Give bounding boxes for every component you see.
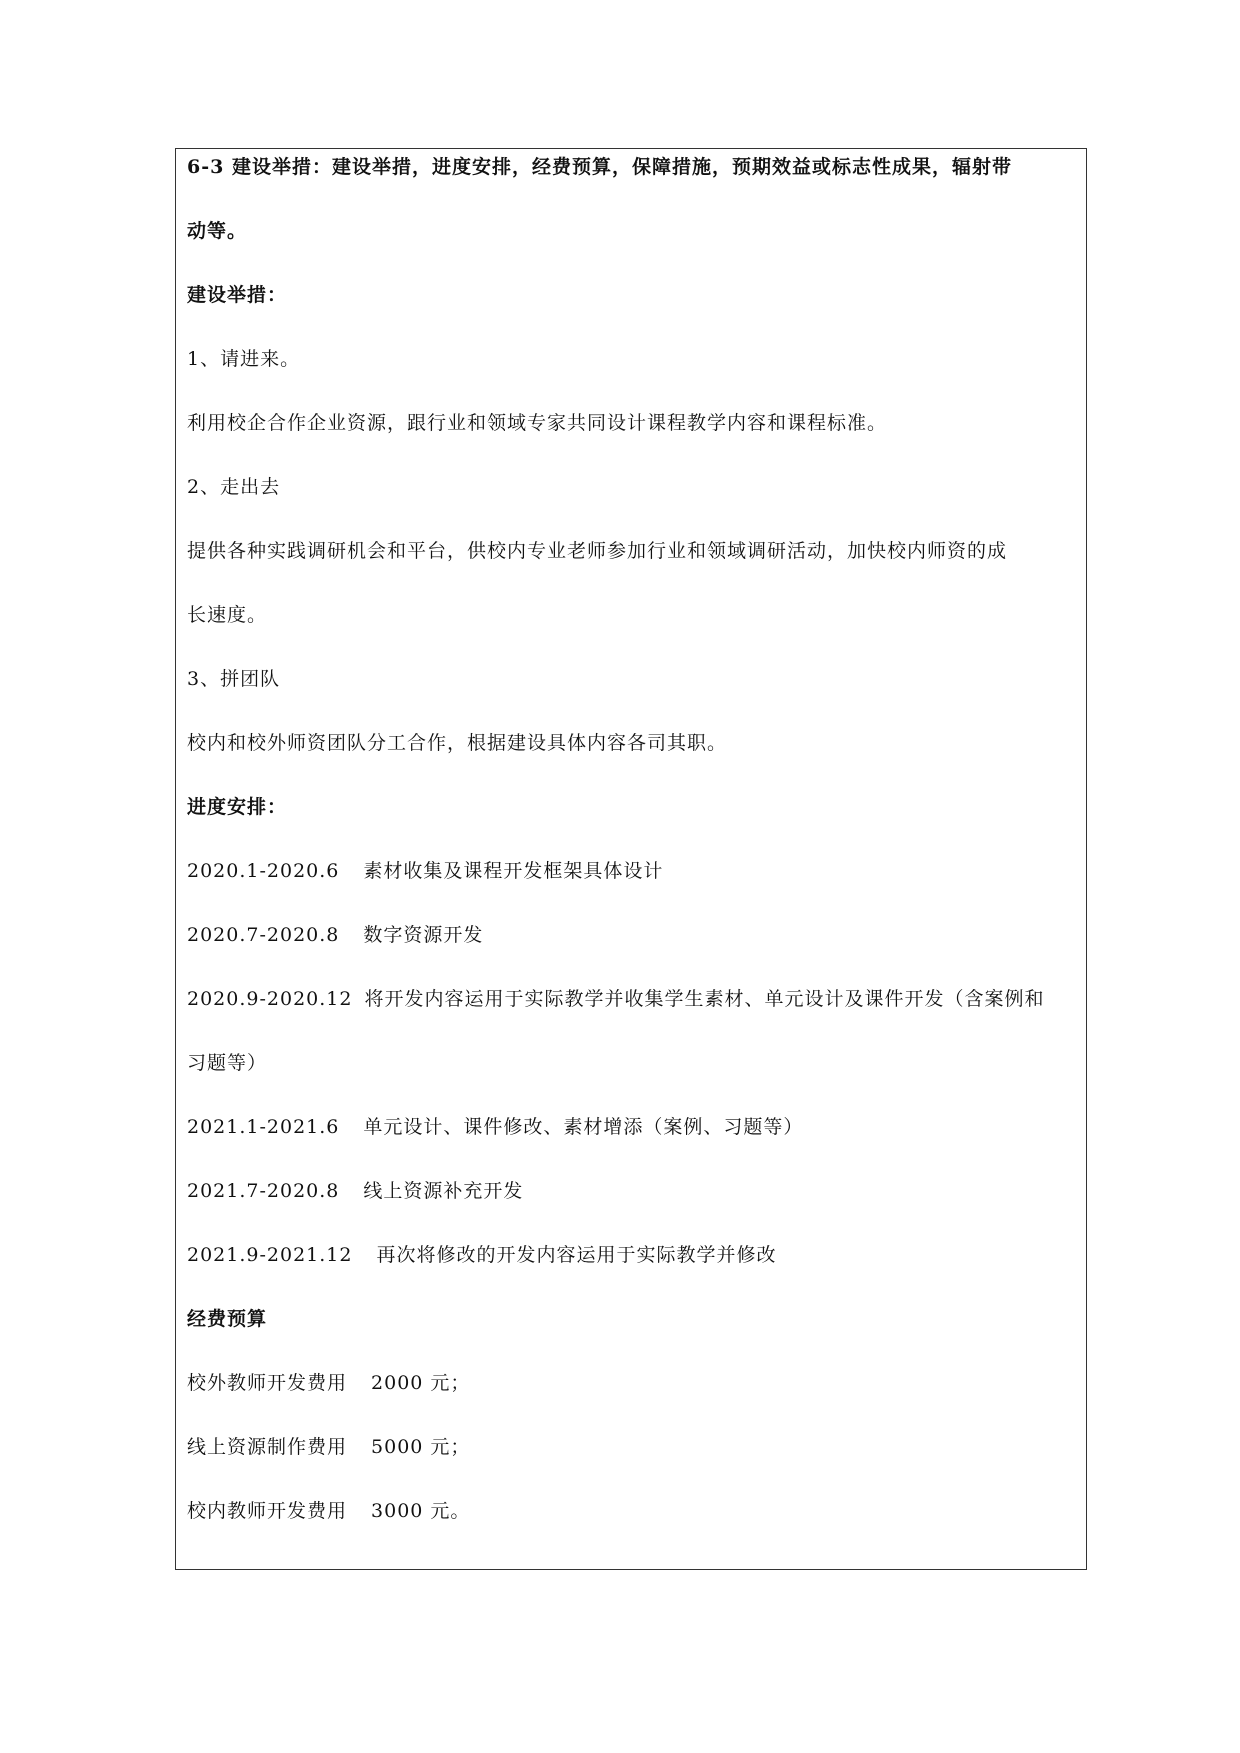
- schedule-period: 2021.7-2020.8: [187, 1180, 340, 1202]
- budget-label: 线上资源制作费用: [187, 1436, 348, 1458]
- section-heading-line1: 6-3 建设举措：建设举措，进度安排，经费预算，保障措施，预期效益或标志性成果，辐射带: [187, 156, 1012, 178]
- measure-item2-title: 2、走出去: [187, 476, 281, 498]
- schedule-period: 2021.9-2021.12: [187, 1244, 353, 1266]
- schedule-period: 2020.9-2020.12: [187, 988, 353, 1010]
- measure-item1-text: 利用校企合作企业资源，跟行业和领域专家共同设计课程教学内容和课程标准。: [187, 412, 888, 434]
- budget-title: 经费预算: [187, 1308, 268, 1330]
- schedule-task: 素材收集及课程开发框架具体设计: [363, 860, 664, 882]
- measure-item2-text-line2: 长速度。: [187, 604, 268, 626]
- schedule-period: 2021.1-2021.6: [187, 1116, 340, 1138]
- schedule-task: 再次将修改的开发内容运用于实际教学并修改: [376, 1244, 777, 1266]
- schedule-task: 线上资源补充开发: [363, 1180, 524, 1202]
- schedule-row: [187, 923, 483, 947]
- budget-amount: 5000 元；: [371, 1436, 471, 1458]
- schedule-row-continuation: [187, 1051, 267, 1075]
- measures-title: 建设举措：: [187, 284, 288, 306]
- budget-item: [187, 1371, 470, 1395]
- schedule-task: 单元设计、课件修改、素材增添（案例、习题等）: [363, 1116, 804, 1138]
- schedule-row: [187, 859, 663, 883]
- budget-amount: 2000 元；: [371, 1372, 471, 1394]
- schedule-title: 进度安排：: [187, 796, 288, 818]
- section-heading-line2: 动等。: [187, 220, 248, 242]
- measure-item2-text-line1: 提供各种实践调研机会和平台，供校内专业老师参加行业和领域调研活动，加快校内师资的成: [187, 540, 1008, 562]
- budget-item: [187, 1435, 470, 1459]
- measure-item1-title: 1、请进来。: [187, 348, 301, 370]
- schedule-period: 2020.1-2020.6: [187, 860, 340, 882]
- budget-amount: 3000 元。: [371, 1500, 471, 1522]
- budget-item: [187, 1499, 470, 1523]
- schedule-task: 数字资源开发: [363, 924, 484, 946]
- schedule-period: 2020.7-2020.8: [187, 924, 340, 946]
- measure-item3-text: 校内和校外师资团队分工合作，根据建设具体内容各司其职。: [187, 732, 728, 754]
- schedule-row: [187, 1115, 803, 1139]
- schedule-row: [187, 987, 1045, 1011]
- schedule-task: 将开发内容运用于实际教学并收集学生素材、单元设计及课件开发（含案例和: [364, 988, 1045, 1010]
- schedule-task: 习题等）: [187, 1052, 268, 1074]
- budget-label: 校外教师开发费用: [187, 1372, 348, 1394]
- content-table-cell: [175, 148, 1087, 1570]
- schedule-row: [187, 1243, 777, 1267]
- budget-label: 校内教师开发费用: [187, 1500, 348, 1522]
- measure-item3-title: 3、拼团队: [187, 668, 281, 690]
- schedule-row: [187, 1179, 523, 1203]
